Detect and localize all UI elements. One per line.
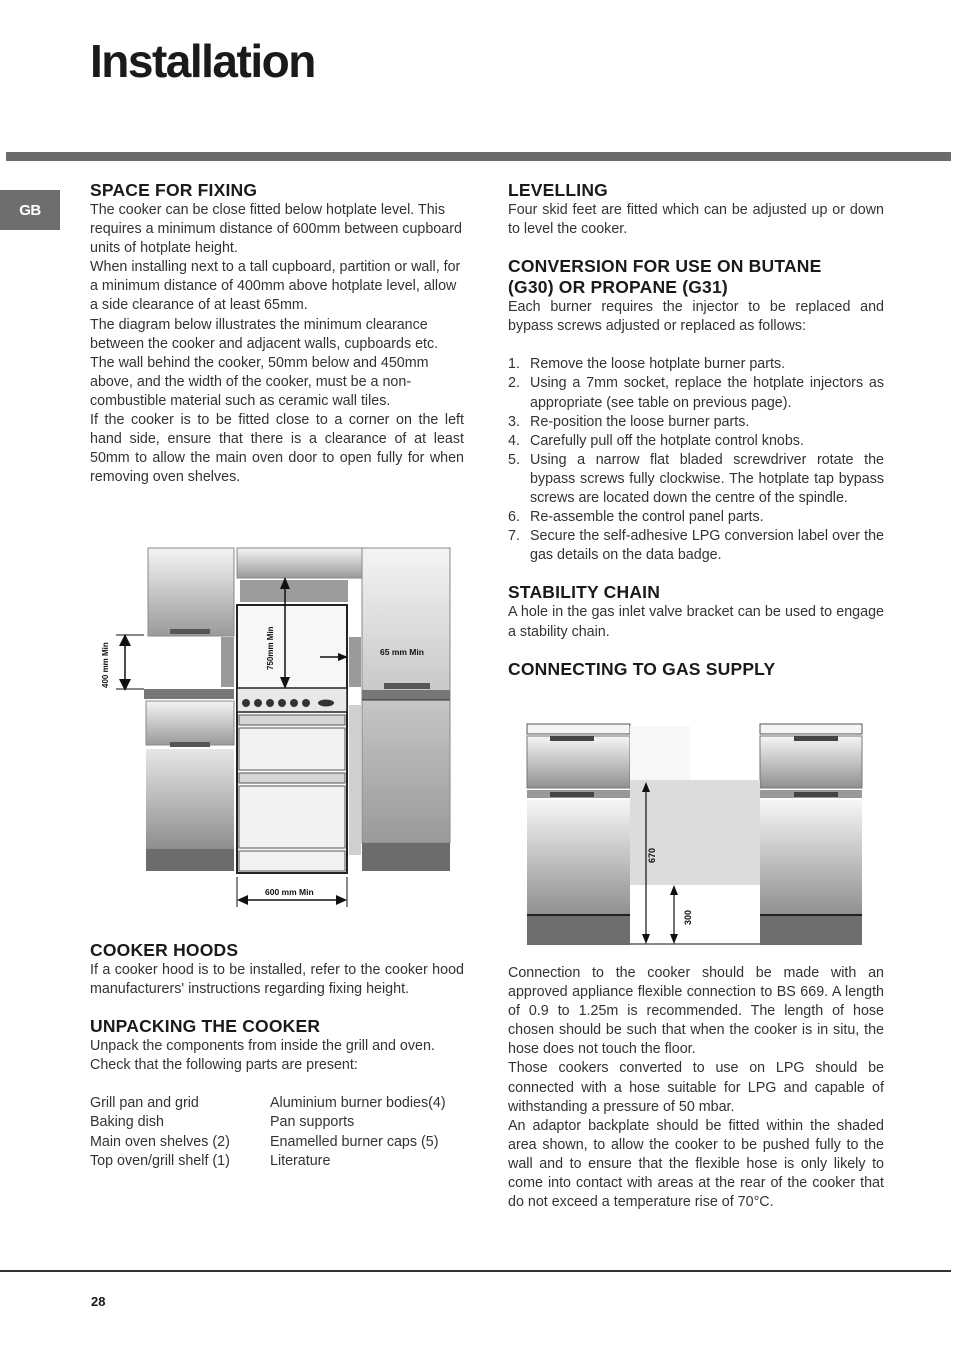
cooker-hoods-text: If a cooker hood is to be installed, refer to the cooker hood manufacturers' instructions regarding fixing height.: [90, 962, 464, 998]
conversion-steps: [508, 355, 884, 565]
levelling-text: Four skid feet are fitted which can be adjusted up or down to level the cooker.: [508, 202, 884, 238]
part-item: Baking dish: [90, 1114, 164, 1131]
footer-rule: [0, 1270, 951, 1272]
gas-supply-diagram: [526, 720, 864, 948]
page-number: 28: [91, 1294, 106, 1309]
list-item: 4. Carefully pull off the hotplate control knobs.: [508, 432, 804, 449]
space-paragraph: The diagram below illustrates the minimum clearance between the cooker and adjacent walls, cupboards etc.: [90, 316, 439, 352]
space-paragraph: The wall behind the cooker, 50mm below and 450mm above, and the width of the cooker, must be a non-combustible material such as ceramic wall tiles.: [90, 354, 429, 409]
list-item: 3. Re-position the loose burner parts.: [508, 413, 750, 430]
clearance-diagram: [98, 545, 458, 910]
list-item: 5. Using a narrow flat bladed screwdriver rotate the bypass screws fully clockwise. The hotplate tap bypass screws are located down the centre of the spindle.: [508, 451, 884, 507]
part-item: Literature: [270, 1152, 331, 1169]
part-item: Pan supports: [270, 1114, 355, 1131]
header-rule: [6, 152, 951, 161]
right-column: [508, 180, 884, 680]
gas-paragraph: Connection to the cooker should be made with an approved appliance flexible connection to BS 669. A length of 0.9 to 1.25m is recommended. The length of hose chosen should be such that when the cooker is in situ, the hose does not touch the floor.: [508, 965, 884, 1058]
conversion-intro: Each burner requires the injector to be replaced and bypass screws adjusted or replaced as follows:: [508, 299, 884, 335]
list-item: 7. Secure the self-adhesive LPG conversion label over the gas details on the data badge.: [508, 528, 884, 564]
unpacking-heading: UNPACKING THE COOKER: [90, 1016, 321, 1037]
gas-paragraph: An adaptor backplate should be fitted within the shaded area shown, to allow the cooker to be pushed fully to the wall and to ensure that the flexible hose is only likely to come into contact with areas at the rear of the cooker that do not exceed a temperature rise of 70°C.: [508, 1117, 884, 1211]
label-600mm: 600 mm Min: [265, 887, 314, 897]
label-300: 300: [683, 909, 693, 925]
page-title: Installation: [90, 35, 315, 87]
part-item: Aluminium burner bodies(4): [270, 1095, 446, 1112]
list-item: 6. Re-assemble the control panel parts.: [508, 509, 764, 526]
cooker-hoods-heading: COOKER HOODS: [90, 940, 239, 960]
parts-list: [90, 1094, 464, 1170]
part-item: Main oven shelves (2): [90, 1133, 230, 1150]
list-item: 1. Remove the loose hotplate burner parts.: [508, 356, 786, 373]
part-item: Top oven/grill shelf (1): [90, 1152, 230, 1169]
unpacking-text: Check that the following parts are present:: [90, 1057, 358, 1074]
space-paragraph: If the cooker is to be fitted close to a corner on the left hand side, ensure that there is a clearance of at least 50mm to allow the main oven door to open fully for when removing oven shelves.: [90, 412, 464, 486]
label-65mm: 65 mm Min: [380, 647, 424, 657]
unpacking-text: Unpack the components from inside the grill and oven.: [90, 1038, 435, 1055]
space-paragraph: The cooker can be close fitted below hotplate level. This requires a minimum distance of 600mm between cupboard units of hotplate height.: [90, 202, 462, 257]
conversion-heading: CONVERSION FOR USE ON BUTANE: [508, 256, 822, 277]
label-670: 670: [647, 847, 657, 863]
part-item: Grill pan and grid: [90, 1095, 199, 1112]
label-750mm: 750mm Min: [266, 626, 275, 670]
left-column-lower: [90, 940, 464, 1171]
label-400mm: 400 mm Min: [101, 642, 110, 688]
space-paragraph: When installing next to a tall cupboard, partition or wall, for a minimum distance of 400mm above hotplate level, allow a side clearance of at least 65mm.: [90, 259, 461, 314]
space-for-fixing-heading: SPACE FOR FIXING: [90, 180, 258, 200]
right-column-lower: [508, 964, 884, 1212]
stability-heading: STABILITY CHAIN: [508, 582, 661, 603]
stability-text: A hole in the gas inlet valve bracket can be used to engage a stability chain.: [508, 604, 884, 640]
part-item: Enamelled burner caps (5): [270, 1133, 439, 1150]
left-column: [90, 180, 464, 487]
gas-paragraph: Those cookers converted to use on LPG should be connected with a hose suitable for LPG and capable of withstanding a pressure of 50 mbar.: [508, 1060, 884, 1115]
levelling-heading: LEVELLING: [508, 180, 608, 200]
language-tab: GB: [0, 190, 60, 230]
list-item: 2. Using a 7mm socket, replace the hotplate injectors as appropriate (see table on previous page).: [508, 375, 884, 411]
gas-supply-heading: CONNECTING TO GAS SUPPLY: [508, 658, 776, 679]
conversion-heading-line2: (G30) OR PROPANE (G31): [508, 277, 728, 298]
